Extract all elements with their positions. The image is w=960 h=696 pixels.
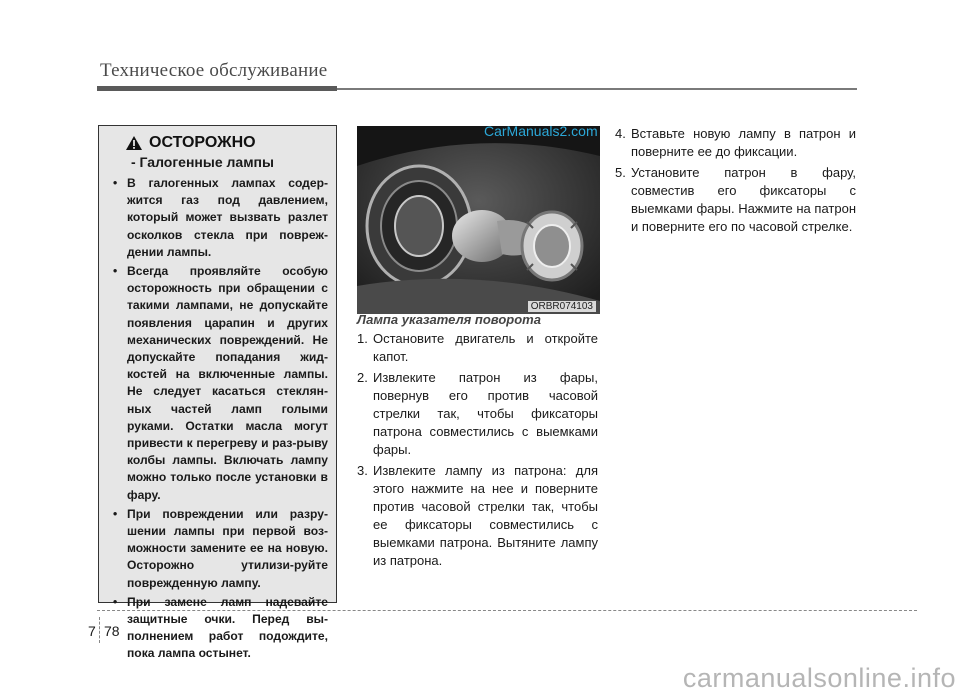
header-rule-thin: [337, 88, 857, 90]
steps-left: [357, 330, 598, 573]
caution-item: • При повреждении или разру-шении лампы при первой воз-можности замените ее на новую. Осторожно утилизи-руйте поврежденную лампу.: [111, 506, 328, 592]
warning-triangle-icon: [125, 135, 143, 151]
step-item: [357, 330, 598, 366]
caution-item: • Всегда проявляйте особую осторожность при обращении с такими лампами, не допускайте появления царапин и других механических повреждений. Не допускайте попадания жид-костей на включенные лампы. Не следует касаться стеклян-ных частей ламп голыми руками. Остатки масла могут привести к перегреву и раз-рыву колбы лампы. Включать лампу можно только после установки в фару.: [111, 263, 328, 504]
caution-header: [125, 134, 328, 152]
header-title: Техническое обслуживание: [100, 60, 328, 81]
step-text: Извлеките лампу из патрона: для этого нажмите на нее и поверните против часовой стрелки так, чтобы ее фиксаторы совместились с выемками патрона. Вытяните лампу из патрона.: [373, 463, 598, 568]
figure-watermark: CarManuals2.com: [484, 123, 598, 139]
step-number: 4.: [615, 126, 626, 141]
steps-right: [615, 125, 856, 239]
step-item: [357, 462, 598, 570]
page-number: 78: [104, 623, 120, 639]
step-text: Вставьте новую лампу в патрон и поверните ее до фиксации.: [631, 126, 856, 159]
section-caption: Лампа указателя поворота: [357, 312, 541, 327]
caution-subtitle: - Галогенные лампы: [131, 154, 274, 170]
step-number: 3.: [357, 463, 368, 478]
footer-watermark: carmanualsonline.info: [682, 663, 956, 693]
footer-rule: [97, 610, 917, 611]
step-item: [615, 164, 856, 236]
step-text: Установите патрон в фару, совместив его фиксаторы с выемками фары. Нажмите на патрон и поверните его по часовой стрелке.: [631, 165, 856, 234]
caution-item: • При замене ламп надевайте защитные очки. Перед вы-полнением работ подождите, пока лампа остынет.: [111, 594, 328, 663]
header-rule: [97, 86, 337, 91]
step-item: [615, 125, 856, 161]
headlamp-photo: [357, 126, 600, 314]
step-item: [357, 369, 598, 459]
caution-list: [111, 175, 328, 663]
step-number: 2.: [357, 370, 368, 385]
chapter-number: 7: [88, 623, 96, 639]
step-number: 1.: [357, 331, 368, 346]
step-number: 5.: [615, 165, 626, 180]
page-divider: [99, 617, 100, 643]
step-text: Остановите двигатель и откройте капот.: [373, 331, 598, 364]
caution-title: ОСТОРОЖНО: [149, 134, 256, 151]
step-text: Извлеките патрон из фары, повернув его против часовой стрелки так, чтобы фиксаторы патрона совместились с выемками фары.: [373, 370, 598, 457]
figure-code: ORBR074103: [528, 301, 596, 312]
caution-item: • В галогенных лампах содер-жится газ под давлением, который может вызвать разлет осколков стекла при повреж-дении лампы.: [111, 175, 328, 261]
